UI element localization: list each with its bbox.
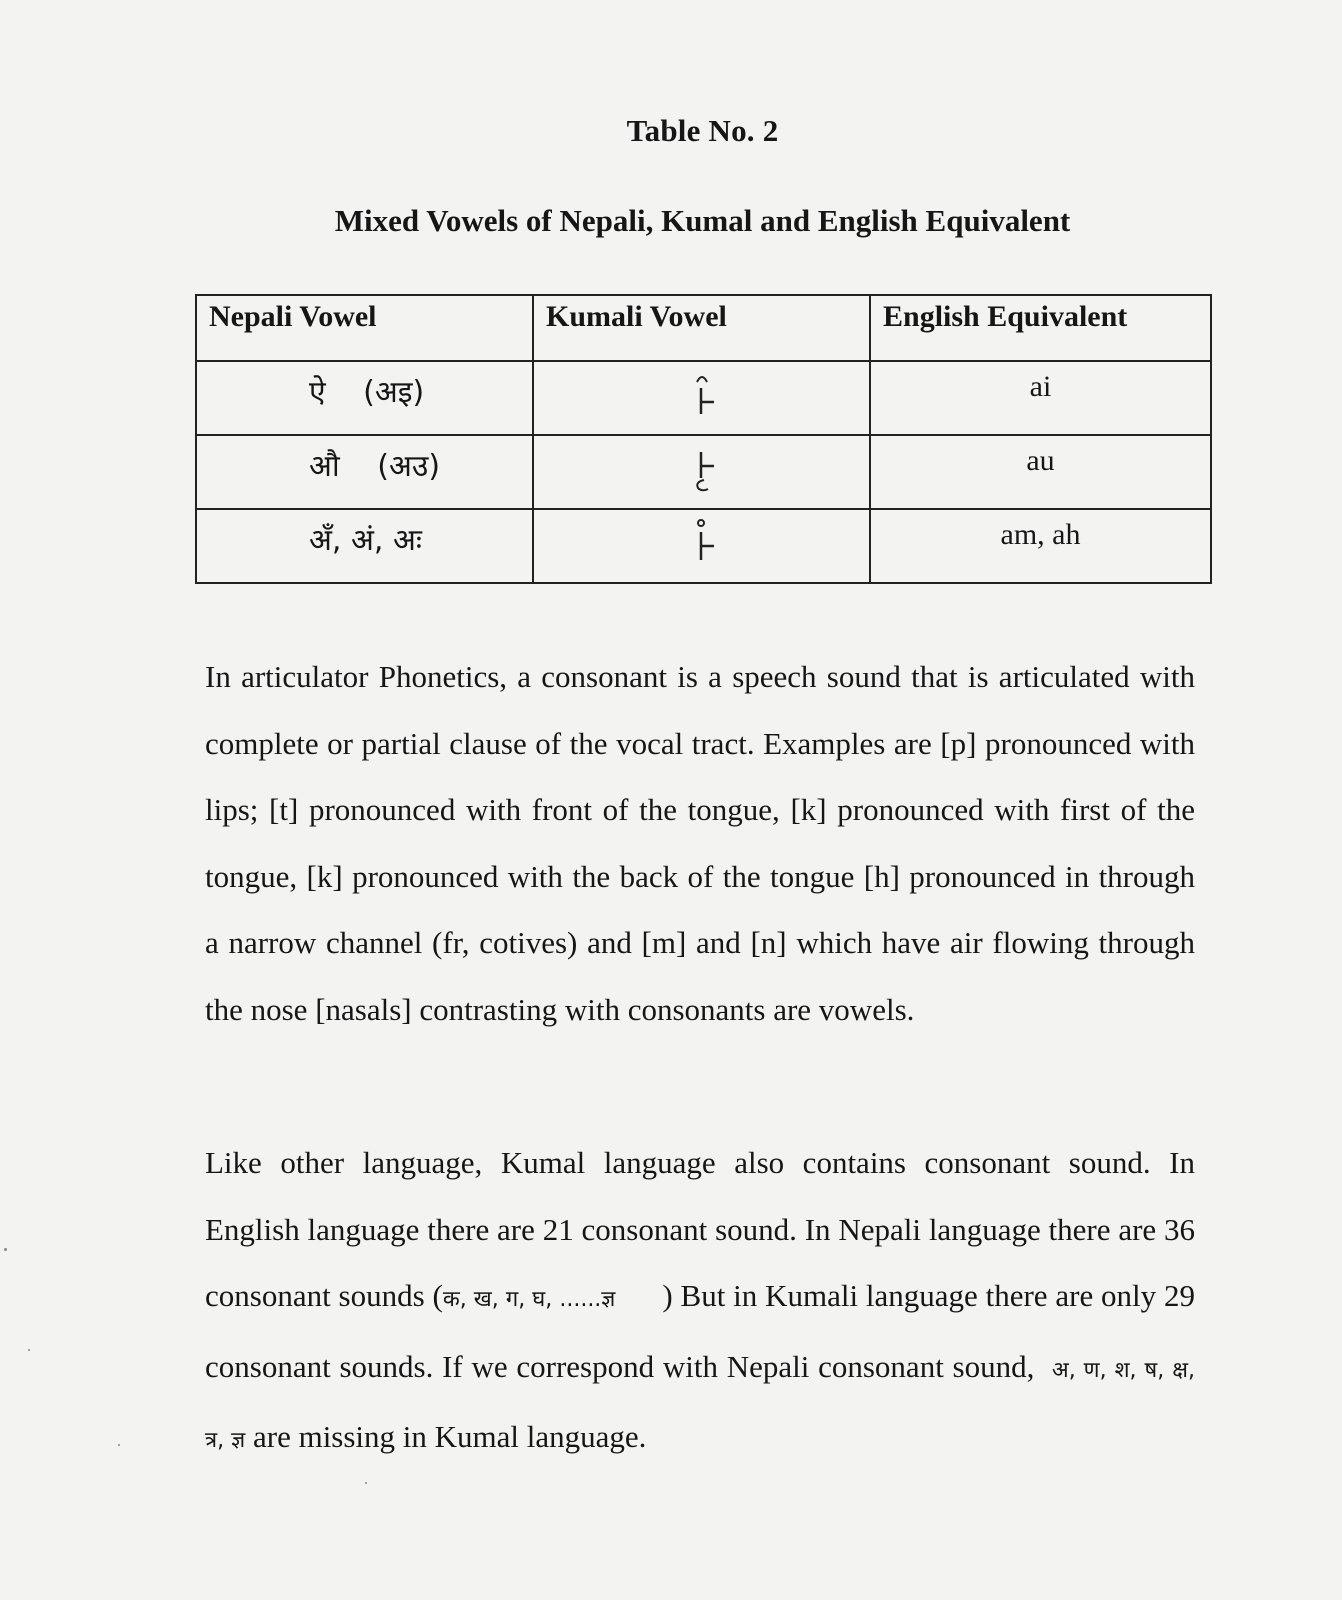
english-equivalent-cell: au: [870, 435, 1211, 509]
header-kumali-vowel: Kumali Vowel: [533, 295, 870, 361]
kumali-vowel-cell: [533, 509, 870, 583]
table-title: Mixed Vowels of Nepali, Kumal and English Equivalent: [334, 203, 1071, 238]
mixed-vowels-table: [195, 294, 1212, 584]
table-number: Table No. 2: [626, 113, 779, 148]
table-row: [196, 361, 1211, 435]
table-row: [196, 509, 1211, 583]
kumali-au-glyph-icon: [682, 444, 722, 494]
paragraph-consonant-definition: In articulator Phonetics, a consonant is a speech sound that is articulated with complete or partial clause of the vocal tract. Examples are [p] pronounced with lips; [t] pronounced with front of the tongue, [k] pronounced with first of the tongue, [k] pronounced with the back of the tongue [h] pronounced in through a narrow channel (fr, cotives) and [m] and [n] which have air flowing through the nose [nasals] contrasting with consonants are vowels.: [205, 659, 1195, 1027]
kumali-vowel-cell: [533, 361, 870, 435]
kumali-ai-glyph-icon: [682, 370, 722, 420]
kumali-vowel-cell: [533, 435, 870, 509]
scan-speck: [28, 1349, 30, 1351]
scan-speck: [4, 1248, 7, 1251]
english-equivalent-cell: am, ah: [870, 509, 1211, 583]
english-equivalent-cell: ai: [870, 361, 1211, 435]
nepali-vowel-cell: [196, 361, 533, 435]
nepali-consonant-list: क, ख, ग, घ, ......ज्ञ: [442, 1287, 616, 1312]
nepali-vowel: अँ, अं, अः: [309, 523, 422, 558]
table-header-row: [196, 295, 1211, 361]
nepali-vowel-note: (अउ): [377, 449, 441, 484]
paragraph-kumal-consonants: [205, 1130, 1195, 1475]
paragraph-text: Like other language, Kumal language also contains consonant sound. In English language there are 21 consonant sound. In Nepali language there are 36 consonant sounds (: [205, 1145, 1195, 1313]
paragraph-text: are missing in Kumal language.: [252, 1419, 647, 1454]
nepali-vowel: औ: [309, 449, 340, 484]
kumali-am-glyph-icon: [682, 518, 722, 568]
scan-speck: [365, 1482, 367, 1484]
paragraph-text: ) But in Kumali language there are only 29 consonant sounds. If we correspond with Nepali consonant sound,: [205, 1278, 1195, 1384]
nepali-vowel-cell: [196, 435, 533, 509]
nepali-vowel-note: (अइ): [363, 375, 425, 410]
nepali-vowel: ऐ: [309, 375, 326, 410]
header-english-equivalent: English Equivalent: [870, 295, 1211, 361]
missing-consonant-list: अ, ण, श, ष, क्ष, त्र, ज्ञ: [205, 1357, 1196, 1453]
scan-speck: [118, 1444, 120, 1446]
table-row: [196, 435, 1211, 509]
header-nepali-vowel: Nepali Vowel: [196, 295, 533, 361]
nepali-vowel-cell: [196, 509, 533, 583]
